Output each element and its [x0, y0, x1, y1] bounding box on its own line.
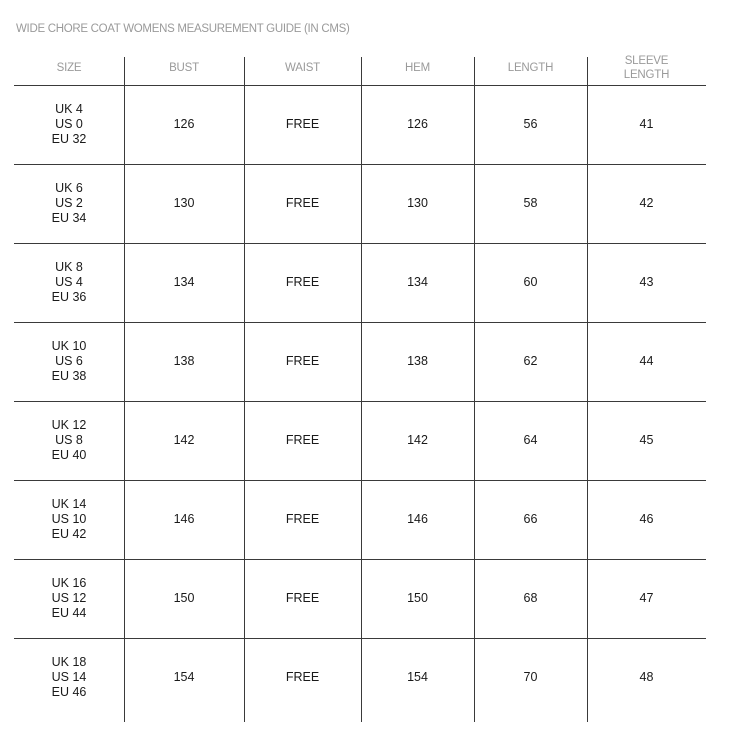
bust-cell: 150	[173, 591, 195, 605]
sleeve-length-cell: 42	[639, 196, 654, 210]
header-waist: WAIST	[285, 61, 320, 74]
header-sleeve-length: SLEEVE LENGTH	[623, 54, 670, 81]
waist-cell: FREE	[285, 196, 320, 210]
size-cell	[14, 559, 124, 638]
size-line: US 0	[55, 117, 83, 131]
size-line: UK 12	[51, 418, 87, 432]
size-line: EU 44	[51, 606, 87, 620]
waist-cell: FREE	[285, 512, 320, 526]
size-line: US 12	[51, 591, 87, 605]
hem-cell: 146	[407, 512, 428, 526]
length-cell: 70	[523, 670, 538, 684]
waist-cell: FREE	[285, 670, 320, 684]
length-cell: 62	[523, 354, 538, 368]
waist-cell: FREE	[285, 354, 320, 368]
header-length: LENGTH	[507, 61, 554, 74]
hem-cell: 154	[407, 670, 428, 684]
header-bust: BUST	[169, 61, 199, 74]
sleeve-length-cell: 41	[639, 117, 654, 131]
size-cell	[14, 638, 124, 717]
length-cell: 66	[523, 512, 538, 526]
size-line: EU 34	[51, 211, 87, 225]
hem-cell: 142	[407, 433, 428, 447]
size-cell	[14, 85, 124, 164]
bust-cell: 142	[173, 433, 195, 447]
hem-cell: 138	[407, 354, 428, 368]
size-line: US 2	[55, 196, 83, 210]
sleeve-length-cell: 43	[639, 275, 654, 289]
length-cell: 64	[523, 433, 538, 447]
sleeve-length-cell: 48	[639, 670, 654, 684]
bust-cell: 138	[173, 354, 195, 368]
page-title: WIDE CHORE COAT WOMENS MEASUREMENT GUIDE (IN CMS)	[16, 23, 350, 35]
size-cell	[14, 480, 124, 559]
size-line: UK 10	[51, 339, 87, 353]
hem-cell: 130	[407, 196, 428, 210]
size-cell	[14, 164, 124, 243]
waist-cell: FREE	[285, 433, 320, 447]
size-line: UK 14	[51, 497, 87, 511]
hem-cell: 126	[407, 117, 428, 131]
hem-cell: 134	[407, 275, 428, 289]
size-line: US 6	[55, 354, 83, 368]
sleeve-length-cell: 44	[639, 354, 654, 368]
size-table	[14, 50, 706, 722]
size-line: EU 36	[51, 290, 87, 304]
size-line: EU 46	[51, 685, 87, 699]
bust-cell: 146	[173, 512, 195, 526]
size-line: UK 4	[55, 102, 83, 116]
hem-cell: 150	[407, 591, 428, 605]
length-cell: 60	[523, 275, 538, 289]
size-line: US 10	[51, 512, 87, 526]
size-line: UK 6	[55, 181, 83, 195]
size-cell	[14, 322, 124, 401]
sleeve-length-cell: 47	[639, 591, 654, 605]
sleeve-length-cell: 46	[639, 512, 654, 526]
size-cell	[14, 401, 124, 480]
waist-cell: FREE	[285, 117, 320, 131]
size-line: UK 16	[51, 576, 87, 590]
size-line: US 8	[55, 433, 83, 447]
waist-cell: FREE	[285, 275, 320, 289]
size-line: UK 8	[55, 260, 83, 274]
length-cell: 68	[523, 591, 538, 605]
size-line: EU 38	[51, 369, 87, 383]
header-size: SIZE	[56, 61, 82, 74]
bust-cell: 154	[173, 670, 195, 684]
size-line: US 14	[51, 670, 87, 684]
sleeve-length-cell: 45	[639, 433, 654, 447]
header-hem: HEM	[405, 61, 430, 74]
size-line: US 4	[55, 275, 83, 289]
bust-cell: 130	[173, 196, 195, 210]
size-line: EU 42	[51, 527, 87, 541]
size-line: UK 18	[51, 655, 87, 669]
size-cell	[14, 243, 124, 322]
length-cell: 58	[523, 196, 538, 210]
length-cell: 56	[523, 117, 538, 131]
size-line: EU 32	[51, 132, 87, 146]
bust-cell: 126	[173, 117, 195, 131]
bust-cell: 134	[173, 275, 195, 289]
waist-cell: FREE	[285, 591, 320, 605]
size-line: EU 40	[51, 448, 87, 462]
